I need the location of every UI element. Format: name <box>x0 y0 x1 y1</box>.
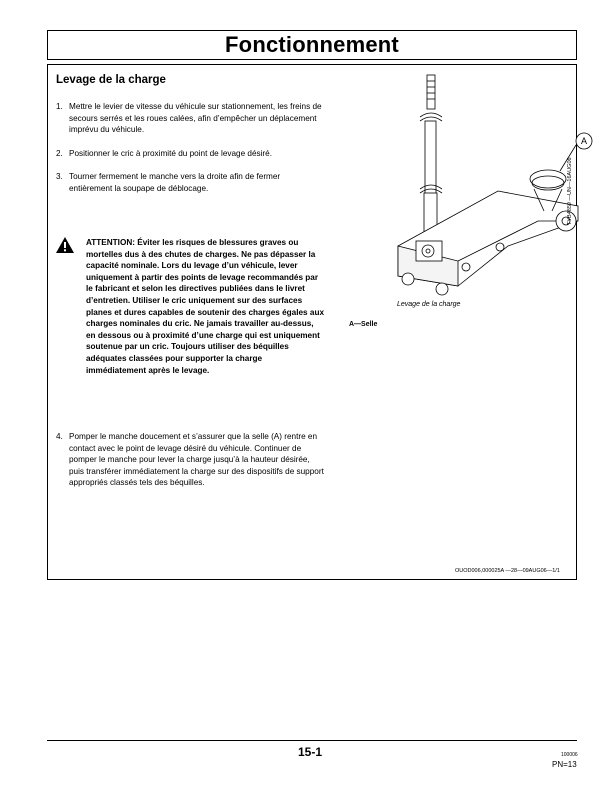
step-number: 2. <box>56 148 63 158</box>
steps-list <box>56 101 324 207</box>
step-2 <box>56 148 324 160</box>
step-number: 3. <box>56 172 63 182</box>
warning-text: ATTENTION: Éviter les risques de blessures graves ou mortelles dus à des chutes de charges. Ne pas dépasser la capacité nominale. Lors du levage d’un véhicule, lever uniquement à partir des points de levage recommandés par le fabricant et selon les directives publiées dans le livret d’entretien. Utiliser le cric uniquement sur des surfaces planes et dures capables de soutenir des charges égales aux charges nominales du cric. Ne jamais travailler au-dessus, en dessous ou à proximité d’une charge qui est uniquement soutenue par un cric. Toujours utiliser des béquilles adéquates classées pour supporter la charge immédiatement après le levage. <box>86 238 324 375</box>
step-text: Mettre le levier de vitesse du véhicule sur stationnement, les freins de secours serrés et les roues calées, afin d’empêcher un déplacement imprévu du véhicule. <box>69 102 322 135</box>
jack-illustration <box>338 71 588 307</box>
footer-divider <box>47 740 577 741</box>
step-4 <box>56 431 324 489</box>
step-text: Positionner le cric à proximité du point de levage désiré. <box>69 148 272 158</box>
step-1 <box>56 101 324 136</box>
title-box <box>47 30 577 60</box>
callout-a-label: A <box>581 136 588 146</box>
footer-code: 100006 <box>561 752 578 758</box>
content-box <box>47 64 588 580</box>
step-text: Tourner fermement le manche vers la droite afin de fermer entièrement la soupape de déblocage. <box>69 172 281 193</box>
figure-id: TYB4859 —UN—16AUG06 <box>567 157 573 225</box>
step-3 <box>56 171 324 194</box>
step-text: Pomper le manche doucement et s’assurer que la selle (A) rentre en contact avec le point de levage désiré du véhicule. Continuer de pomper le manche pour lever la charge jusqu’à la hauteur désirée, puis transférer immédiatement la charge sur des dispositifs de support appropriés classés tels des béquilles. <box>69 432 324 488</box>
step-number: 4. <box>56 432 63 441</box>
section-title: Levage de la charge <box>56 74 166 86</box>
warning-triangle-icon <box>56 237 86 376</box>
page-title: Fonctionnement <box>225 32 399 57</box>
footer-pn: PN=13 <box>552 760 577 769</box>
page-number: 15-1 <box>298 745 323 759</box>
warning-block <box>56 237 324 376</box>
figure-caption: Levage de la charge <box>397 301 461 308</box>
document-reference: OUOD006,000025A —28—09AUG06—1/1 <box>455 568 560 574</box>
figure-legend: A—Selle <box>349 321 378 328</box>
step-number: 1. <box>56 102 63 111</box>
